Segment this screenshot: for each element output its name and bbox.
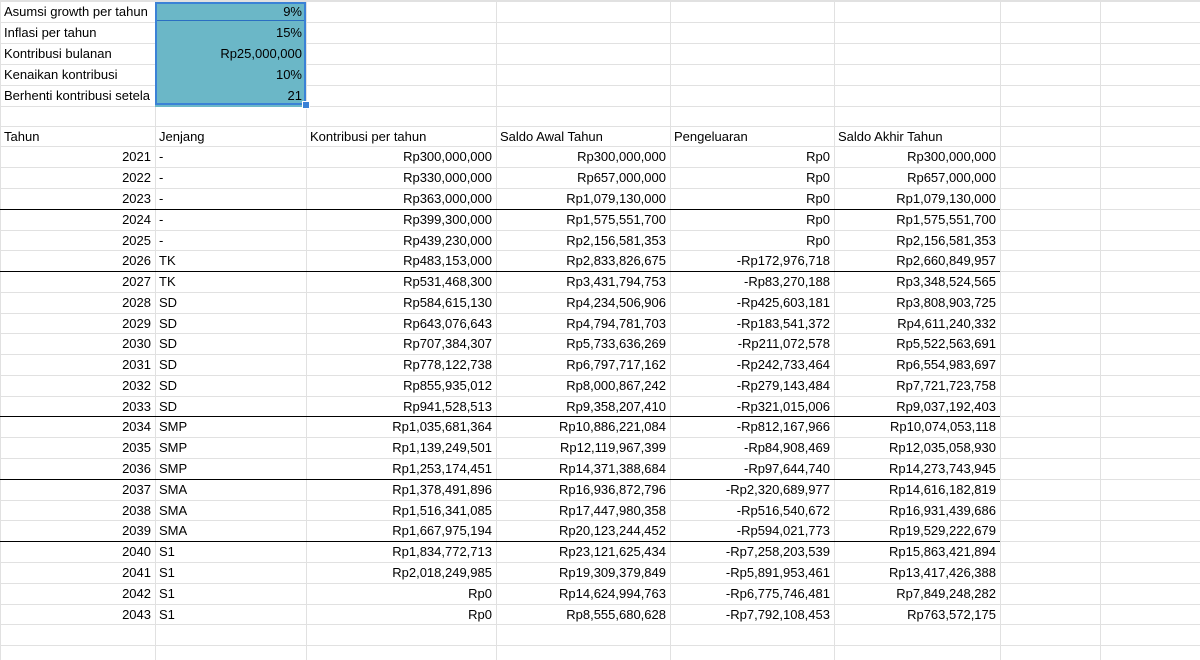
contribution-cell[interactable]: Rp643,076,643 — [403, 316, 492, 331]
opening-balance-cell[interactable]: Rp6,797,717,162 — [566, 357, 666, 372]
expense-cell[interactable]: -Rp211,072,578 — [737, 336, 830, 351]
closing-balance-cell[interactable]: Rp4,611,240,332 — [897, 316, 996, 331]
closing-balance-cell[interactable]: Rp7,849,248,282 — [896, 586, 996, 601]
contribution-cell[interactable]: Rp1,139,249,501 — [392, 440, 492, 455]
opening-balance-cell[interactable]: Rp5,733,636,269 — [566, 336, 666, 351]
expense-cell[interactable]: -Rp242,733,464 — [736, 357, 830, 372]
level-cell[interactable]: SMA — [159, 482, 188, 497]
closing-balance-cell[interactable]: Rp2,156,581,353 — [896, 233, 996, 248]
opening-balance-cell[interactable]: Rp4,234,506,906 — [566, 295, 666, 310]
closing-balance-cell[interactable]: Rp16,931,439,686 — [889, 503, 996, 518]
year-cell[interactable]: 2022 — [122, 170, 151, 185]
closing-balance-cell[interactable]: Rp5,522,563,691 — [896, 336, 996, 351]
column-header-saldo-akhir-tahun[interactable]: Saldo Akhir Tahun — [838, 129, 943, 144]
level-cell[interactable]: SMA — [159, 523, 188, 538]
expense-cell[interactable]: -Rp516,540,672 — [736, 503, 830, 518]
contribution-cell[interactable]: Rp584,615,130 — [403, 295, 492, 310]
opening-balance-cell[interactable]: Rp1,575,551,700 — [566, 212, 666, 227]
year-cell[interactable]: 2023 — [122, 191, 151, 206]
closing-balance-cell[interactable]: Rp14,273,743,945 — [889, 461, 996, 476]
assumption-value[interactable]: Rp25,000,000 — [155, 44, 306, 65]
assumption-value[interactable]: 10% — [155, 65, 306, 86]
contribution-cell[interactable]: Rp439,230,000 — [403, 233, 492, 248]
closing-balance-cell[interactable]: Rp12,035,058,930 — [889, 440, 996, 455]
contribution-cell[interactable]: Rp300,000,000 — [403, 149, 492, 164]
expense-cell[interactable]: -Rp594,021,773 — [736, 523, 830, 538]
level-cell[interactable]: SMP — [159, 419, 188, 434]
contribution-cell[interactable]: Rp363,000,000 — [403, 191, 492, 206]
opening-balance-cell[interactable]: Rp3,431,794,753 — [566, 274, 666, 289]
column-header-saldo-awal-tahun[interactable]: Saldo Awal Tahun — [500, 129, 603, 144]
year-cell[interactable]: 2040 — [122, 544, 151, 559]
level-cell[interactable]: - — [159, 170, 164, 185]
closing-balance-cell[interactable]: Rp2,660,849,957 — [896, 253, 996, 268]
year-cell[interactable]: 2037 — [122, 482, 151, 497]
opening-balance-cell[interactable]: Rp19,309,379,849 — [559, 565, 666, 580]
year-cell[interactable]: 2025 — [122, 233, 151, 248]
assumption-label[interactable]: Kontribusi bulanan — [4, 46, 112, 61]
level-cell[interactable]: SD — [159, 316, 178, 331]
contribution-cell[interactable]: Rp330,000,000 — [403, 170, 492, 185]
expense-cell[interactable]: -Rp279,143,484 — [736, 378, 830, 393]
closing-balance-cell[interactable]: Rp9,037,192,403 — [896, 399, 996, 414]
assumption-label[interactable]: Asumsi growth per tahun — [4, 4, 148, 19]
opening-balance-cell[interactable]: Rp8,555,680,628 — [566, 607, 666, 622]
level-cell[interactable]: SD — [159, 357, 178, 372]
year-cell[interactable]: 2028 — [122, 295, 151, 310]
closing-balance-cell[interactable]: Rp7,721,723,758 — [896, 378, 996, 393]
level-cell[interactable]: - — [159, 233, 164, 248]
level-cell[interactable]: S1 — [159, 565, 175, 580]
expense-cell[interactable]: -Rp97,644,740 — [743, 461, 830, 476]
expense-cell[interactable]: Rp0 — [806, 233, 830, 248]
level-cell[interactable]: - — [159, 149, 164, 164]
expense-cell[interactable]: -Rp6,775,746,481 — [725, 586, 830, 601]
contribution-cell[interactable]: Rp1,378,491,896 — [392, 482, 492, 497]
level-cell[interactable]: - — [159, 212, 164, 227]
closing-balance-cell[interactable]: Rp1,079,130,000 — [896, 191, 996, 206]
opening-balance-cell[interactable]: Rp16,936,872,796 — [559, 482, 666, 497]
expense-cell[interactable]: -Rp183,541,372 — [736, 316, 830, 331]
opening-balance-cell[interactable]: Rp8,000,867,242 — [566, 378, 666, 393]
expense-cell[interactable]: -Rp321,015,006 — [736, 399, 830, 414]
level-cell[interactable]: S1 — [159, 586, 175, 601]
year-cell[interactable]: 2042 — [122, 586, 151, 601]
expense-cell[interactable]: -Rp812,167,966 — [736, 419, 830, 434]
assumption-value[interactable]: 15% — [155, 23, 306, 44]
contribution-cell[interactable]: Rp1,834,772,713 — [392, 544, 492, 559]
expense-cell[interactable]: Rp0 — [806, 212, 830, 227]
opening-balance-cell[interactable]: Rp12,119,967,399 — [559, 440, 666, 455]
closing-balance-cell[interactable]: Rp763,572,175 — [907, 607, 996, 622]
year-cell[interactable]: 2035 — [122, 440, 151, 455]
assumption-value[interactable]: 9% — [155, 2, 306, 23]
expense-cell[interactable]: -Rp7,258,203,539 — [725, 544, 830, 559]
contribution-cell[interactable]: Rp1,516,341,085 — [392, 503, 492, 518]
opening-balance-cell[interactable]: Rp10,886,221,084 — [559, 419, 666, 434]
contribution-cell[interactable]: Rp1,253,174,451 — [392, 461, 492, 476]
opening-balance-cell[interactable]: Rp20,123,244,452 — [559, 523, 666, 538]
closing-balance-cell[interactable]: Rp300,000,000 — [907, 149, 996, 164]
year-cell[interactable]: 2029 — [122, 316, 151, 331]
opening-balance-cell[interactable]: Rp17,447,980,358 — [559, 503, 666, 518]
level-cell[interactable]: SMP — [159, 440, 188, 455]
year-cell[interactable]: 2021 — [122, 149, 151, 164]
year-cell[interactable]: 2039 — [122, 523, 151, 538]
opening-balance-cell[interactable]: Rp2,833,826,675 — [566, 253, 666, 268]
closing-balance-cell[interactable]: Rp6,554,983,697 — [896, 357, 996, 372]
column-header-kontribusi-per-tahun[interactable]: Kontribusi per tahun — [310, 129, 427, 144]
year-cell[interactable]: 2026 — [122, 253, 151, 268]
expense-cell[interactable]: -Rp2,320,689,977 — [725, 482, 830, 497]
expense-cell[interactable]: Rp0 — [806, 149, 830, 164]
opening-balance-cell[interactable]: Rp4,794,781,703 — [566, 316, 666, 331]
closing-balance-cell[interactable]: Rp15,863,421,894 — [889, 544, 996, 559]
opening-balance-cell[interactable]: Rp657,000,000 — [577, 170, 666, 185]
assumption-label[interactable]: Kenaikan kontribusi — [4, 67, 118, 82]
level-cell[interactable]: S1 — [159, 607, 175, 622]
contribution-cell[interactable]: Rp707,384,307 — [403, 336, 492, 351]
expense-cell[interactable]: Rp0 — [806, 191, 830, 206]
opening-balance-cell[interactable]: Rp14,624,994,763 — [559, 586, 666, 601]
assumption-label[interactable]: Inflasi per tahun — [4, 25, 97, 40]
year-cell[interactable]: 2027 — [122, 274, 151, 289]
expense-cell[interactable]: -Rp84,908,469 — [743, 440, 830, 455]
contribution-cell[interactable]: Rp2,018,249,985 — [392, 565, 492, 580]
level-cell[interactable]: S1 — [159, 544, 175, 559]
year-cell[interactable]: 2043 — [122, 607, 151, 622]
contribution-cell[interactable]: Rp1,035,681,364 — [392, 419, 492, 434]
opening-balance-cell[interactable]: Rp9,358,207,410 — [566, 399, 666, 414]
expense-cell[interactable]: -Rp425,603,181 — [736, 295, 830, 310]
closing-balance-cell[interactable]: Rp14,616,182,819 — [889, 482, 996, 497]
level-cell[interactable]: - — [159, 191, 164, 206]
closing-balance-cell[interactable]: Rp3,808,903,725 — [896, 295, 996, 310]
year-cell[interactable]: 2024 — [122, 212, 151, 227]
column-header-jenjang[interactable]: Jenjang — [159, 129, 205, 144]
year-cell[interactable]: 2036 — [122, 461, 151, 476]
opening-balance-cell[interactable]: Rp14,371,388,684 — [559, 461, 666, 476]
opening-balance-cell[interactable]: Rp23,121,625,434 — [559, 544, 666, 559]
closing-balance-cell[interactable]: Rp1,575,551,700 — [896, 212, 996, 227]
contribution-cell[interactable]: Rp941,528,513 — [403, 399, 492, 414]
year-cell[interactable]: 2031 — [122, 357, 151, 372]
expense-cell[interactable]: -Rp5,891,953,461 — [725, 565, 830, 580]
level-cell[interactable]: SD — [159, 295, 178, 310]
expense-cell[interactable]: -Rp7,792,108,453 — [725, 607, 830, 622]
year-cell[interactable]: 2038 — [122, 503, 151, 518]
level-cell[interactable]: TK — [159, 274, 176, 289]
contribution-cell[interactable]: Rp0 — [468, 586, 492, 601]
closing-balance-cell[interactable]: Rp13,417,426,388 — [889, 565, 996, 580]
assumption-label[interactable]: Berhenti kontribusi setela — [4, 88, 150, 103]
level-cell[interactable]: SMP — [159, 461, 188, 476]
closing-balance-cell[interactable]: Rp10,074,053,118 — [889, 419, 996, 434]
year-cell[interactable]: 2041 — [122, 565, 151, 580]
opening-balance-cell[interactable]: Rp1,079,130,000 — [566, 191, 666, 206]
year-cell[interactable]: 2030 — [122, 336, 151, 351]
contribution-cell[interactable]: Rp399,300,000 — [403, 212, 492, 227]
closing-balance-cell[interactable]: Rp3,348,524,565 — [896, 274, 996, 289]
contribution-cell[interactable]: Rp531,468,300 — [403, 274, 492, 289]
assumption-value[interactable]: 21 — [155, 86, 306, 107]
opening-balance-cell[interactable]: Rp2,156,581,353 — [566, 233, 666, 248]
closing-balance-cell[interactable]: Rp657,000,000 — [907, 170, 996, 185]
contribution-cell[interactable]: Rp778,122,738 — [403, 357, 492, 372]
fill-handle[interactable] — [302, 101, 310, 109]
contribution-cell[interactable]: Rp483,153,000 — [403, 253, 492, 268]
year-cell[interactable]: 2034 — [122, 419, 151, 434]
closing-balance-cell[interactable]: Rp19,529,222,679 — [889, 523, 996, 538]
expense-cell[interactable]: Rp0 — [806, 170, 830, 185]
contribution-cell[interactable]: Rp0 — [468, 607, 492, 622]
expense-cell[interactable]: -Rp172,976,718 — [736, 253, 830, 268]
year-cell[interactable]: 2032 — [122, 378, 151, 393]
contribution-cell[interactable]: Rp1,667,975,194 — [392, 523, 492, 538]
level-cell[interactable]: SD — [159, 399, 178, 414]
contribution-cell[interactable]: Rp855,935,012 — [403, 378, 492, 393]
expense-cell[interactable]: -Rp83,270,188 — [743, 274, 830, 289]
opening-balance-cell[interactable]: Rp300,000,000 — [577, 149, 666, 164]
level-cell[interactable]: SD — [159, 378, 178, 393]
column-header-pengeluaran[interactable]: Pengeluaran — [674, 129, 748, 144]
level-cell[interactable]: SMA — [159, 503, 188, 518]
column-header-tahun[interactable]: Tahun — [4, 129, 40, 144]
level-cell[interactable]: TK — [159, 253, 176, 268]
year-cell[interactable]: 2033 — [122, 399, 151, 414]
level-cell[interactable]: SD — [159, 336, 178, 351]
